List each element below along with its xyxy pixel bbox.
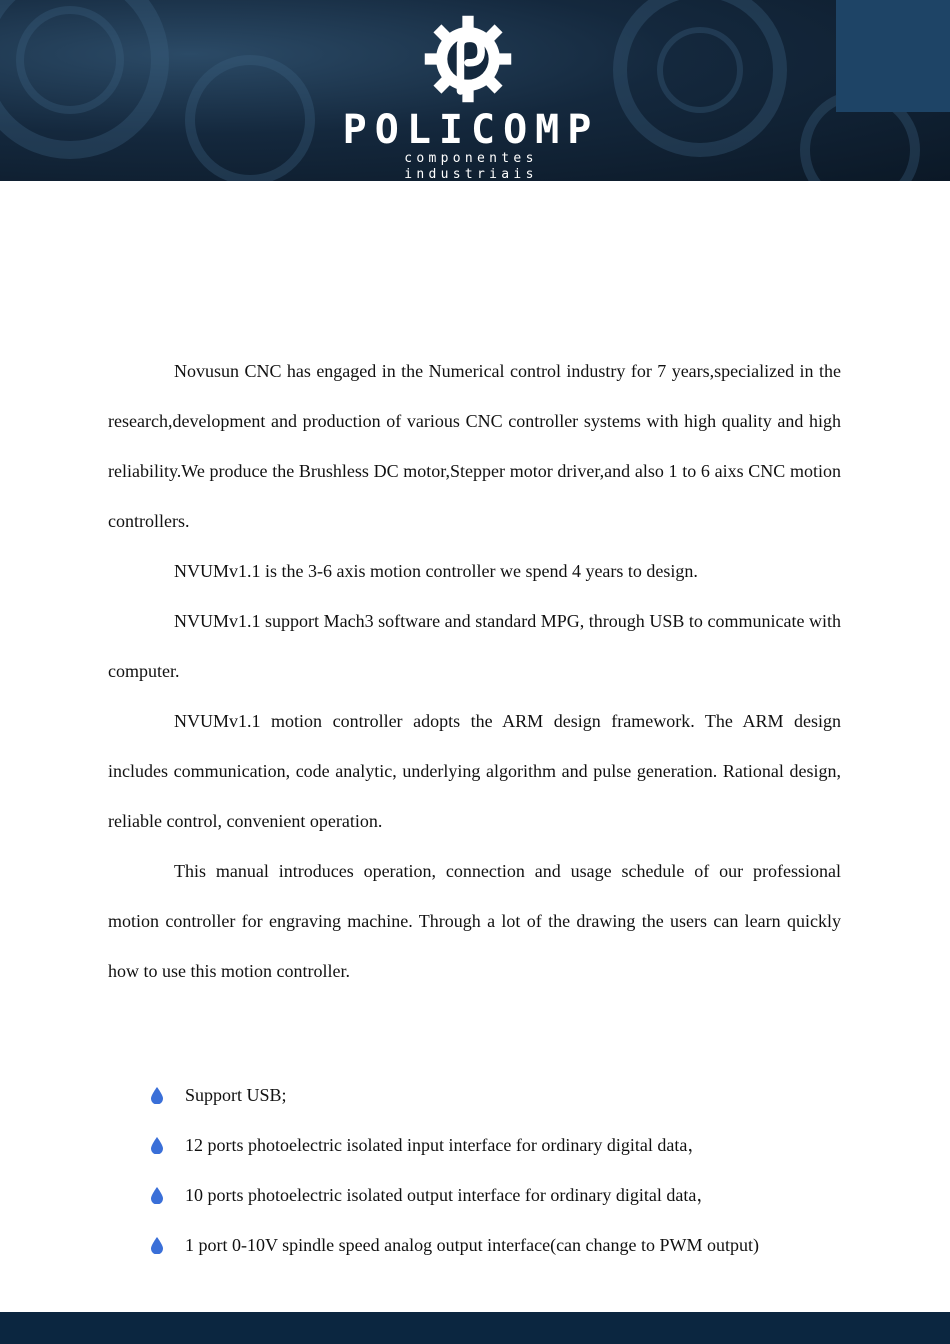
feature-text: Support USB; (185, 1085, 287, 1105)
feature-text: 12 ports photoelectric isolated input interface for ordinary digital data， (185, 1135, 706, 1155)
feature-item (108, 1120, 841, 1170)
intro-paragraph: NVUMv1.1 is the 3-6 axis motion controller we spend 4 years to design. (174, 561, 698, 581)
gear-p-logo-icon (421, 12, 515, 106)
page-header (0, 0, 950, 181)
intro-paragraph: NVUMv1.1 motion controller adopts the ARM design framework. The ARM design includes communication, code analytic, underlying algorithm and pulse generation. Rational design, reliable control, convenient operation. (108, 711, 841, 831)
page-footer-bar (0, 1312, 950, 1344)
intro-paragraph: Novusun CNC has engaged in the Numerical control industry for 7 years,specialized in the research,development and production of various CNC controller systems with high quality and high reliability.We produce the Brushless DC motor,Stepper motor driver,and also 1 to 6 aixs CNC motion controllers. (108, 361, 841, 531)
feature-item (108, 1070, 841, 1120)
water-drop-icon (150, 1137, 164, 1154)
brand-tagline: componentes industriais (404, 151, 538, 181)
intro-section (108, 346, 841, 996)
feature-text: 10 ports photoelectric isolated output interface for ordinary digital data， (185, 1185, 715, 1205)
brand-logo (0, 0, 950, 181)
water-drop-icon (150, 1237, 164, 1254)
feature-text: 1 port 0-10V spindle speed analog output interface(can change to PWM output) (185, 1235, 760, 1255)
water-drop-icon (150, 1187, 164, 1204)
feature-list (108, 1070, 841, 1270)
brand-name: POLICOMP (342, 107, 600, 153)
feature-item (108, 1220, 841, 1270)
intro-paragraph: NVUMv1.1 support Mach3 software and standard MPG, through USB to communicate with computer. (108, 611, 841, 681)
feature-item (108, 1170, 841, 1220)
intro-paragraph: This manual introduces operation, connection and usage schedule of our professional motion controller for engraving machine. Through a lot of the drawing the users can learn quickly how to use this motion controller. (108, 861, 841, 981)
water-drop-icon (150, 1087, 164, 1104)
